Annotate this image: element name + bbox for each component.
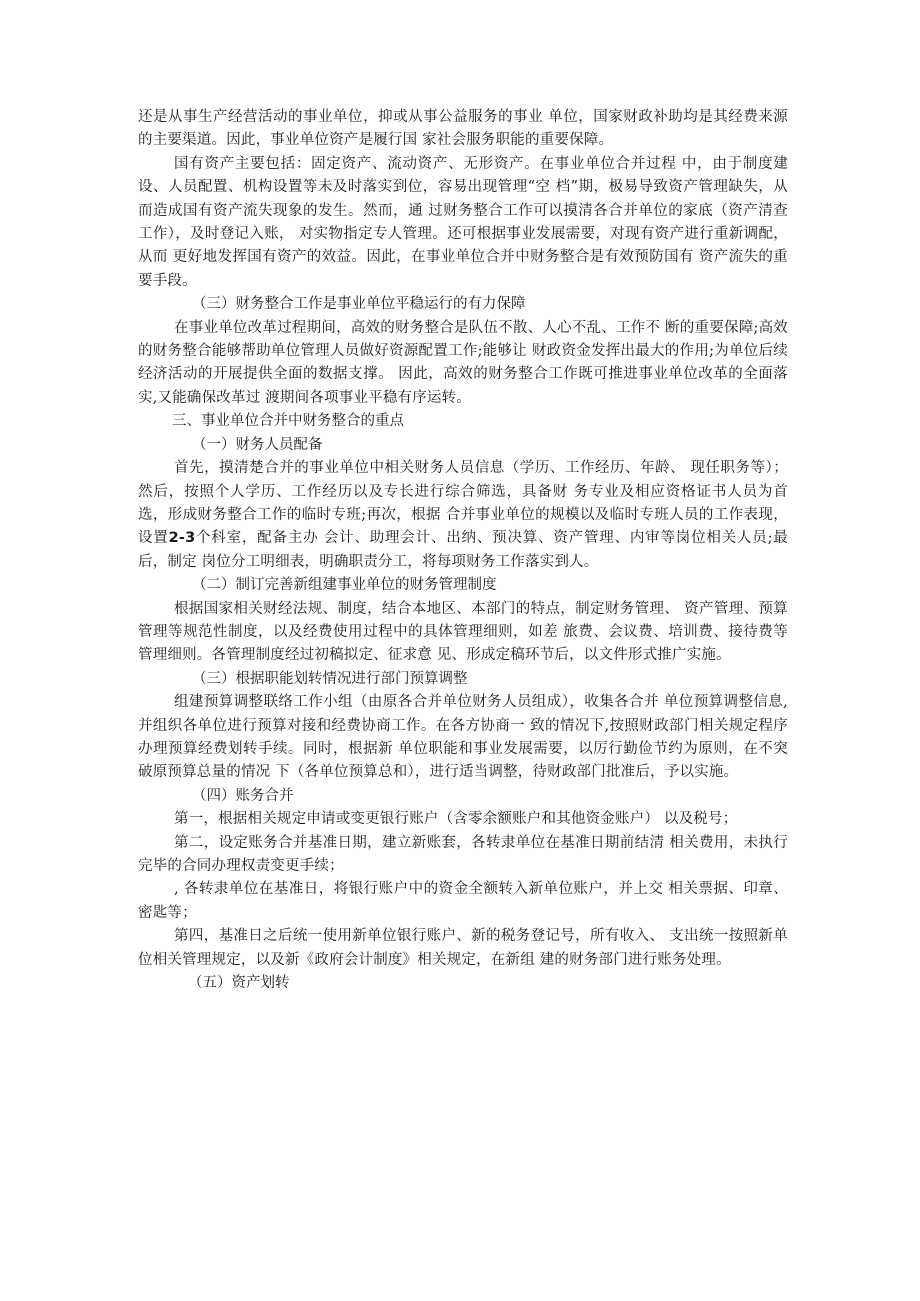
paragraph-budget-adjustment: 组建预算调整联络工作小组（由原各合并单位财务人员组成），收集各合并 单位预算调整信息,并组织各单位进行预算对接和经费协商工作。在各方协商一 致的情况下,按照财政部门相关规定程序办理预算经费划转手续。同时，根据新 单位职能和事业发展需要，以厉行勤俭节约为原则，在不突破原预算总量的情况 下（各单位预算总和），进行适当调整，待财政部门批准后，予以实施。 bbox=[138, 694, 788, 781]
paragraph-intro: 还是从事生产经营活动的事业单位，抑或从事公益服务的事业 单位，国家财政补助均是其经费来源的主要渠道。因此，事业单位资产是履行国 家社会服务职能的重要保障。 bbox=[138, 109, 788, 149]
document-body bbox=[138, 106, 788, 995]
subheading-1: （一）财务人员配备 bbox=[192, 436, 323, 453]
subheading-5: （五）资产划转 bbox=[188, 975, 290, 992]
paragraph-staffing bbox=[138, 457, 788, 574]
paragraph-step-2: 第二，设定账务合并基准日期，建立新账套，各转隶单位在基准日期前结清 相关费用，未执行完毕的合同办理权责变更手续； bbox=[138, 834, 788, 874]
paragraph-step-1: 第一，根据相关规定申请或变更银行账户（含零余额账户和其他资金账户） 以及税号； bbox=[174, 811, 738, 828]
subheading-2: （二）制订完善新组建事业单位的财务管理制度 bbox=[192, 577, 497, 594]
subheading-4: （四）账务合并 bbox=[192, 787, 294, 804]
subheading-3: （三）财务整合工作是事业单位平稳运行的有力保障 bbox=[192, 296, 526, 313]
paragraph-staffing-post: 个科室，配备主办 会计、助理会计、出纳、预决算、资产管理、内审等岗位相关人员;最后，制定 岗位分工明细表，明确职责分工，将每项财务工作落实到人。 bbox=[138, 530, 788, 570]
paragraph-reform-period: 在事业单位改革过程期间，高效的财务整合是队伍不散、人心不乱、工作不 断的重要保障;高效的财务整合能够帮助单位管理人员做好资源配置工作;能够让 财政资金发挥出最大的作用;为单位后续经济活动的开展提供全面的数据支撑。 因此，高效的财务整合工作既可推进事业单位改革的全面落实,又能确保改革过 渡期间各项事业平稳有序运转。 bbox=[138, 319, 788, 406]
section-heading-3: 三、事业单位合并中财务整合的重点 bbox=[172, 413, 404, 430]
paragraph-step-4: 第四，基准日之后统一使用新单位银行账户、新的税务登记号，所有收入、 支出统一按照新单位相关管理规定，以及新《政府会计制度》相关规定，在新组 建的财务部门进行账务处理。 bbox=[138, 928, 788, 968]
subheading-3-budget: （三）根据职能划转情况进行部门预算调整 bbox=[192, 670, 468, 687]
paragraph-state-assets: 国有资产主要包括：固定资产、流动资产、无形资产。在事业单位合并过程 中，由于制度建设、人员配置、机构设置等未及时落实到位，容易出现管理“空 档”期，极易导致资产管理缺失，从而造成国有资产流失现象的发生。然而，通 过财务整合工作可以摸清各合并单位的家底（资产清查工作），及时登记入账， 对实物指定专人管理。还可根据事业发展需要，对现有资产进行重新调配，从而 更好地发挥国有资产的效益。因此，在事业单位合并中财务整合是有效预防国有 资产流失的重要手段。 bbox=[138, 155, 788, 289]
paragraph-management-system: 根据国家相关财经法规、制度，结合本地区、本部门的特点，制定财务管理、 资产管理、预算管理等规范性制度，以及经费使用过程中的具体管理细则，如差 旅费、会议费、培训费、接待费等管理细则。各管理制度经过初稿拟定、征求意 见、形成定稿环节后，以文件形式推广实施。 bbox=[138, 600, 788, 664]
paragraph-step-3: , 各转隶单位在基准日，将银行账户中的资金全额转入新单位账户，并上交 相关票据、印章、密匙等； bbox=[138, 881, 788, 921]
paragraph-staffing-bold: 2-3 bbox=[168, 530, 196, 547]
paragraph-staffing-pre: 首先，摸清楚合并的事业单位中相关财务人员信息（学历、工作经历、年龄、 现任职务等）；然后，按照个人学历、工作经历以及专长进行综合筛选，具备财 务专业及相应资格证书人员为首选，形成财务整合工作的临时专班;再次，根据 合并事业单位的规模以及临时专班人员的工作表现，设置 bbox=[138, 460, 788, 547]
